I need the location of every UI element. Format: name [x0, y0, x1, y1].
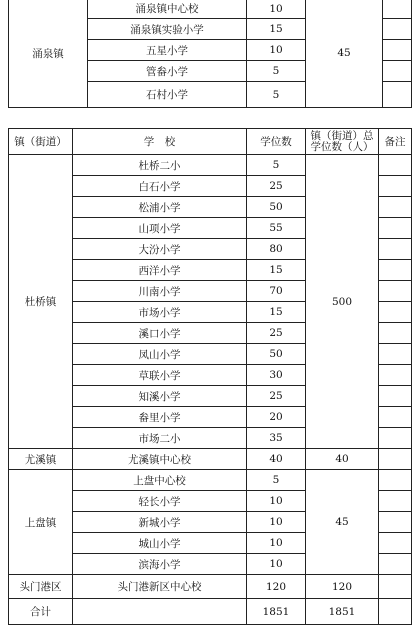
town-total-cell: 40 [306, 449, 379, 470]
seats-cell: 50 [247, 197, 306, 218]
seats-cell: 10 [247, 554, 306, 575]
remark-cell [379, 575, 412, 599]
school-cell: 西洋小学 [73, 260, 247, 281]
table-row [9, 575, 412, 599]
school-cell: 畚里小学 [73, 407, 247, 428]
seats-cell: 10 [247, 491, 306, 512]
school-cell: 城山小学 [73, 533, 247, 554]
town-total-cell: 500 [306, 155, 379, 449]
town-cell: 上盘镇 [9, 470, 73, 575]
table-row [9, 449, 412, 470]
school-cell: 石村小学 [88, 82, 247, 108]
seats-cell: 30 [247, 365, 306, 386]
school-cell: 滨海小学 [73, 554, 247, 575]
remark-cell [383, 40, 412, 61]
table-row [9, 0, 412, 19]
seats-cell: 25 [247, 386, 306, 407]
seats-cell: 80 [247, 239, 306, 260]
table-body [9, 129, 412, 625]
school-cell: 山项小学 [73, 218, 247, 239]
school-cell: 松浦小学 [73, 197, 247, 218]
school-cell: 市场小学 [73, 302, 247, 323]
remark-cell [379, 323, 412, 344]
school-cell: 管畚小学 [88, 61, 247, 82]
seats-cell: 5 [247, 155, 306, 176]
seats-cell: 25 [247, 323, 306, 344]
remark-cell [379, 281, 412, 302]
seats-cell: 20 [247, 407, 306, 428]
remark-cell [379, 302, 412, 323]
header-town-total: 镇（街道）总学位数（人） [306, 129, 379, 155]
seats-cell: 10 [247, 40, 306, 61]
remark-cell [379, 176, 412, 197]
remark-cell [379, 599, 412, 625]
seats-cell: 70 [247, 281, 306, 302]
remark-cell [379, 449, 412, 470]
remark-cell [383, 82, 412, 108]
remark-cell [379, 218, 412, 239]
school-seats-table-top [8, 0, 412, 108]
remark-cell [379, 533, 412, 554]
school-seats-table-main [8, 128, 412, 625]
school-cell: 涌泉镇实验小学 [88, 19, 247, 40]
remark-cell [379, 386, 412, 407]
town-total-cell: 120 [306, 575, 379, 599]
remark-cell [379, 512, 412, 533]
school-cell: 头门港新区中心校 [73, 575, 247, 599]
school-cell: 溪口小学 [73, 323, 247, 344]
school-cell: 大汾小学 [73, 239, 247, 260]
table-body [9, 0, 412, 108]
seats-cell: 25 [247, 176, 306, 197]
header-remark: 备注 [379, 129, 412, 155]
remark-cell [379, 365, 412, 386]
header-row [9, 129, 412, 155]
table-row [9, 155, 412, 176]
school-cell: 五星小学 [88, 40, 247, 61]
seats-cell: 15 [247, 302, 306, 323]
town-cell: 杜桥镇 [9, 155, 73, 449]
remark-cell [379, 407, 412, 428]
seats-cell: 15 [247, 19, 306, 40]
school-cell: 市场二小 [73, 428, 247, 449]
header-seats: 学位数 [247, 129, 306, 155]
town-cell: 头门港区 [9, 575, 73, 599]
remark-cell [379, 428, 412, 449]
sum-label-cell: 合计 [9, 599, 73, 625]
seats-cell: 50 [247, 344, 306, 365]
seats-cell: 15 [247, 260, 306, 281]
remark-cell [379, 260, 412, 281]
remark-cell [379, 470, 412, 491]
school-cell: 凤山小学 [73, 344, 247, 365]
seats-cell: 10 [247, 0, 306, 19]
school-cell: 上盘中心校 [73, 470, 247, 491]
school-cell: 轻长小学 [73, 491, 247, 512]
school-cell: 知溪小学 [73, 386, 247, 407]
school-cell: 白石小学 [73, 176, 247, 197]
seats-cell: 10 [247, 512, 306, 533]
school-cell: 新城小学 [73, 512, 247, 533]
table-row [9, 470, 412, 491]
sum-total-cell: 1851 [306, 599, 379, 625]
town-total-cell: 45 [306, 470, 379, 575]
seats-cell: 5 [247, 61, 306, 82]
remark-cell [379, 344, 412, 365]
town-total-cell: 45 [306, 0, 383, 108]
school-cell: 川南小学 [73, 281, 247, 302]
remark-cell [379, 197, 412, 218]
remark-cell [379, 554, 412, 575]
seats-cell: 55 [247, 218, 306, 239]
school-cell: 杜桥二小 [73, 155, 247, 176]
remark-cell [379, 155, 412, 176]
remark-cell [383, 19, 412, 40]
header-school: 学 校 [73, 129, 247, 155]
sum-school-cell [73, 599, 247, 625]
seats-cell: 5 [247, 470, 306, 491]
school-cell: 草联小学 [73, 365, 247, 386]
town-cell: 涌泉镇 [9, 0, 88, 108]
header-town: 镇（街道） [9, 129, 73, 155]
remark-cell [383, 0, 412, 19]
remark-cell [379, 491, 412, 512]
seats-cell: 120 [247, 575, 306, 599]
school-cell: 涌泉镇中心校 [88, 0, 247, 19]
remark-cell [379, 239, 412, 260]
school-cell: 尤溪镇中心校 [73, 449, 247, 470]
seats-cell: 40 [247, 449, 306, 470]
remark-cell [383, 61, 412, 82]
seats-cell: 10 [247, 533, 306, 554]
seats-cell: 35 [247, 428, 306, 449]
seats-cell: 5 [247, 82, 306, 108]
sum-seats-cell: 1851 [247, 599, 306, 625]
town-cell: 尤溪镇 [9, 449, 73, 470]
sum-row [9, 599, 412, 625]
